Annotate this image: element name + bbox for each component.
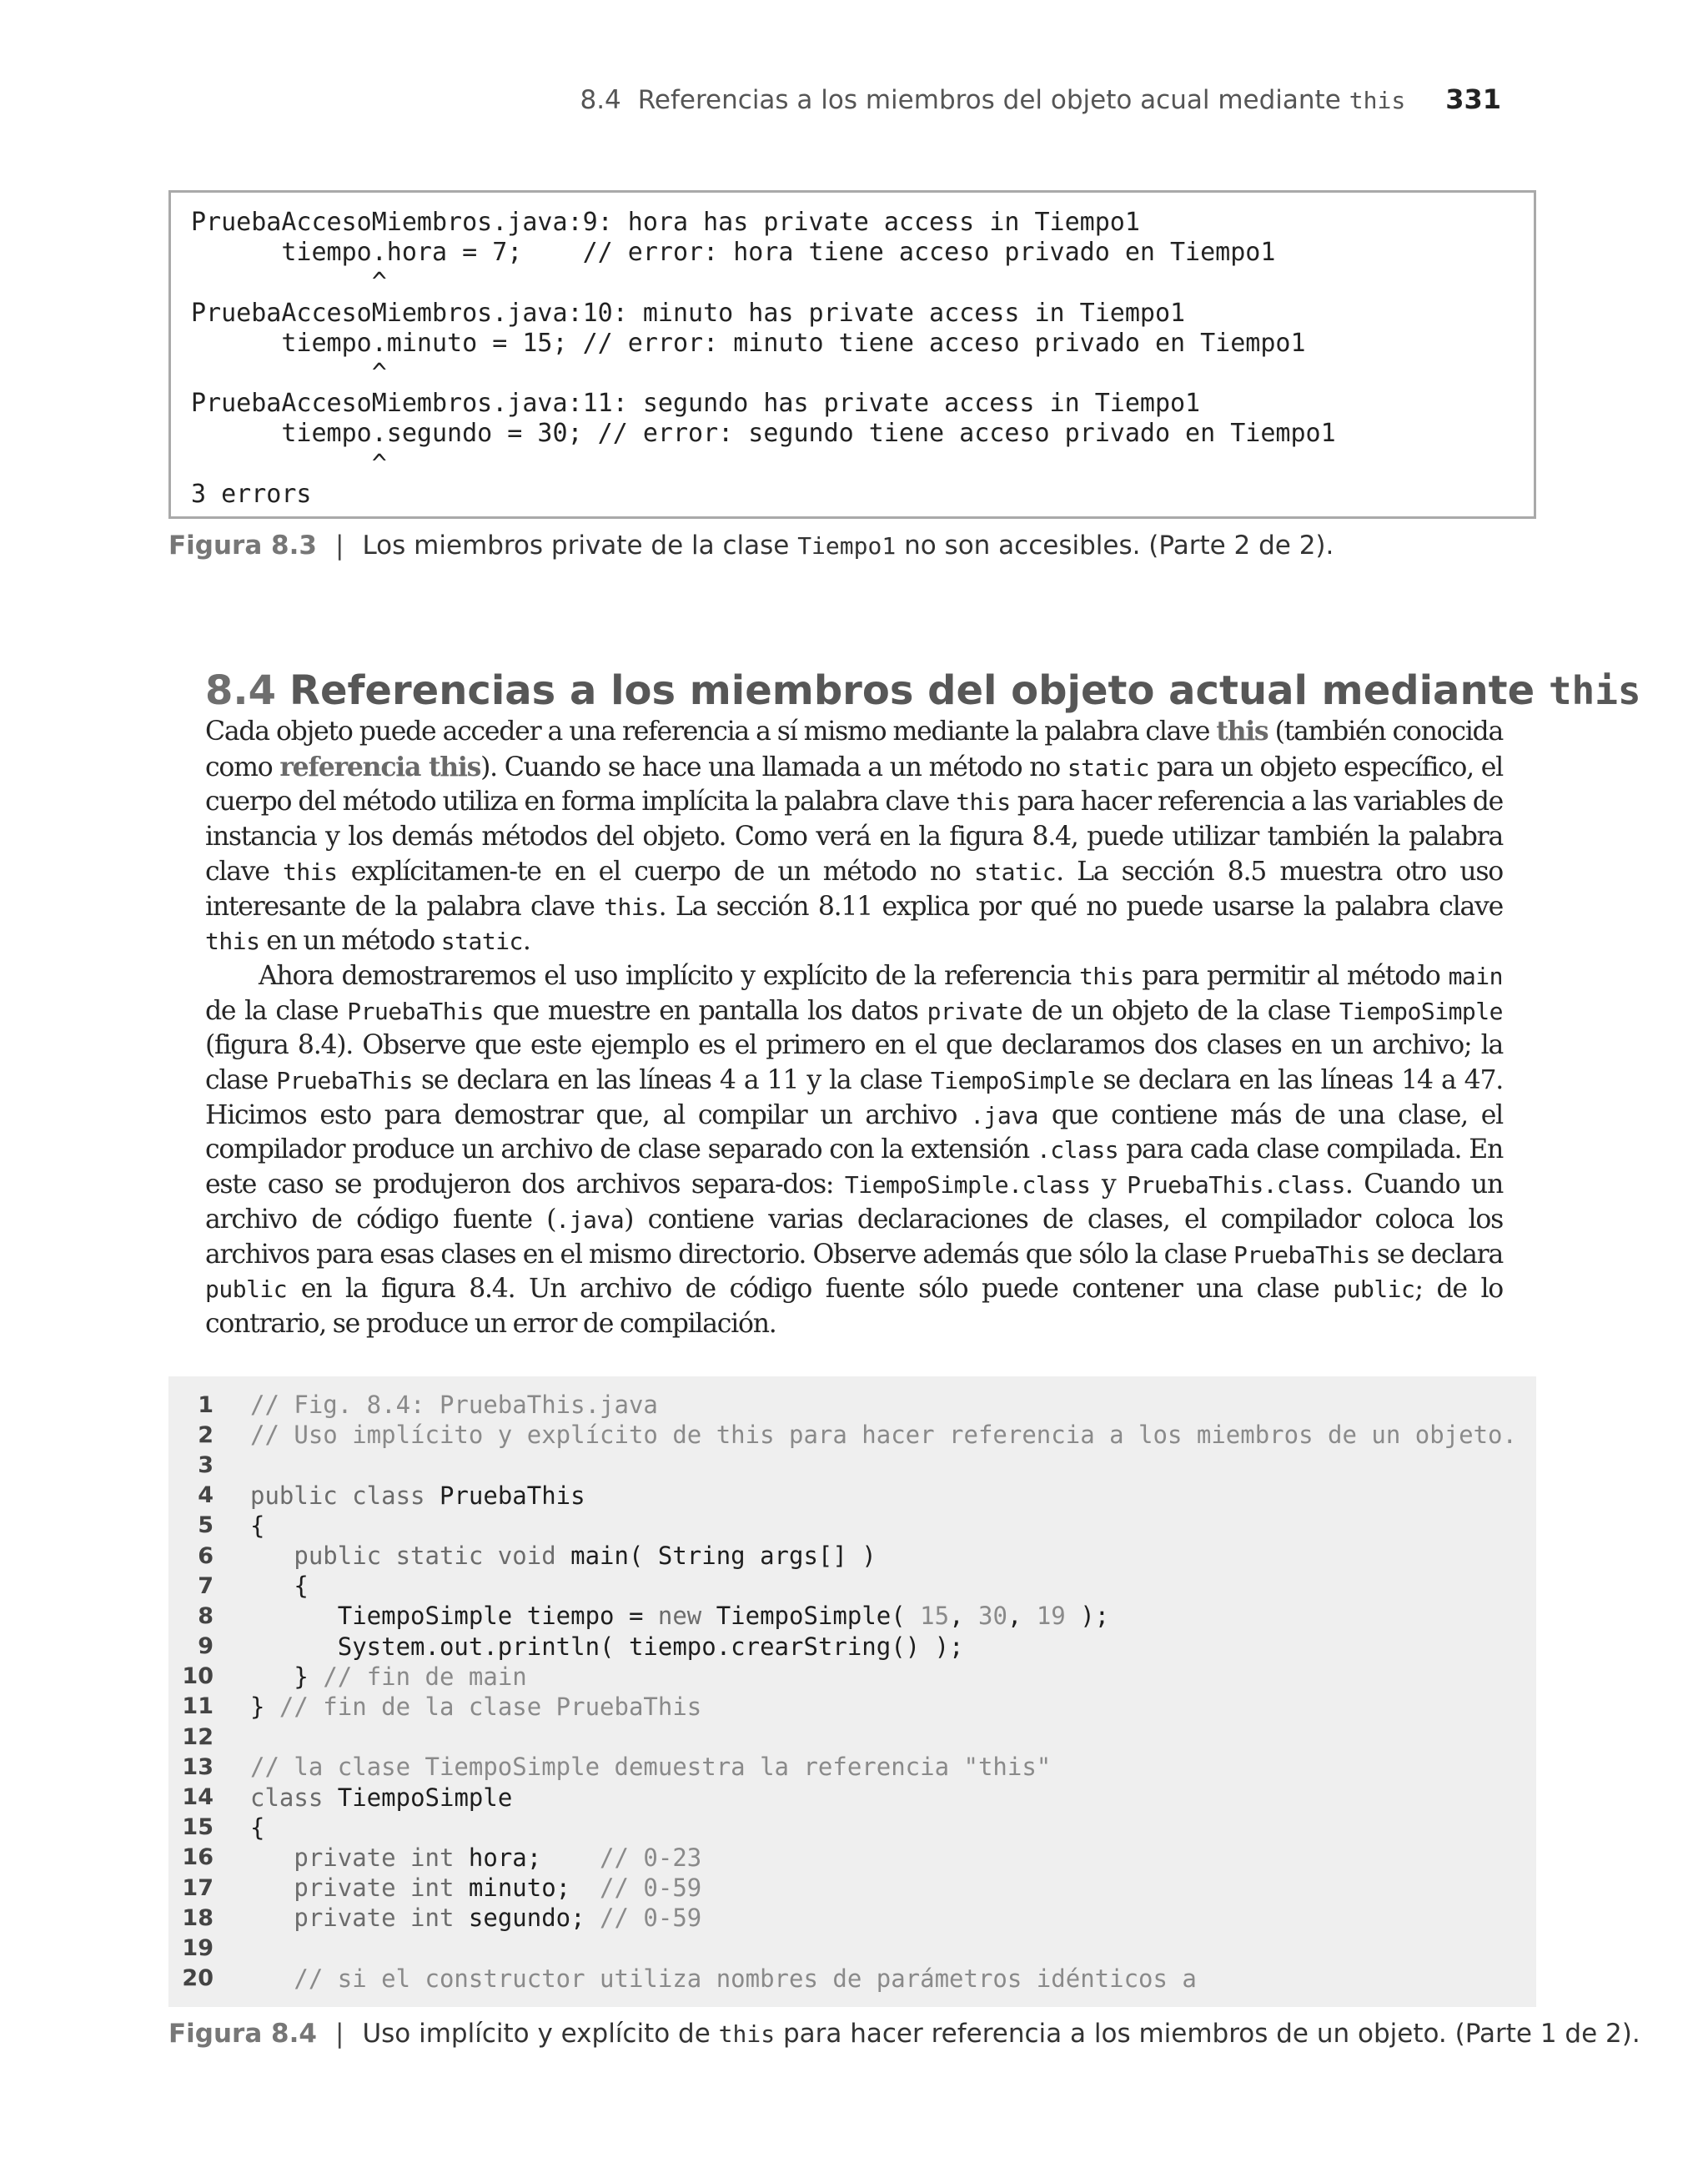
inline-code: static	[440, 928, 523, 956]
inline-code: PruebaThis	[276, 1067, 413, 1095]
text-run: ) contiene varias declaraciones de clases, el compilador coloca los archivos para esas clases en el mismo directorio. Observe además que sólo la clase	[205, 1204, 1503, 1270]
inline-code: static	[1067, 753, 1149, 782]
line-number: 17	[182, 1874, 214, 1901]
code-source	[250, 1813, 264, 1842]
code-source	[250, 1602, 1109, 1630]
inline-code: this	[205, 928, 260, 956]
caption-separator: |	[334, 2019, 344, 2049]
text-run: .	[522, 926, 530, 957]
line-number: 14	[182, 1784, 214, 1811]
code-token-kw: private int	[250, 1874, 469, 1903]
running-head-title: Referencias a los miembros del objeto acual mediante	[637, 85, 1341, 115]
code-token-plain: ,	[1007, 1602, 1037, 1631]
code-line	[168, 1420, 1536, 1450]
output-line: tiempo.hora = 7; // error: hora tiene acceso privado en Tiempo1	[191, 238, 1276, 268]
code-source	[250, 1753, 1051, 1781]
code-token-kw: private int	[250, 1904, 469, 1933]
code-token-plain: segundo;	[468, 1904, 600, 1933]
code-token-num: 19	[1036, 1602, 1066, 1631]
caption-code: Tiempo1	[797, 532, 897, 560]
code-source	[250, 1783, 512, 1812]
section-number: 8.4	[205, 667, 277, 714]
code-listing	[168, 1376, 1536, 2007]
code-line	[168, 1843, 1536, 1873]
code-token-num: 30	[978, 1602, 1007, 1631]
code-source	[250, 1481, 585, 1510]
text-run: ). Cuando se hace una llamada a un método no	[480, 752, 1068, 782]
code-line	[168, 1964, 1536, 1994]
line-number: 12	[182, 1723, 214, 1750]
key-term: referencia this	[279, 751, 481, 782]
caption-text: no son accesibles. (Parte 2 de 2).	[904, 531, 1334, 561]
line-number: 4	[198, 1482, 214, 1509]
output-line: tiempo.minuto = 15; // error: minuto tiene acceso privado en Tiempo1	[191, 328, 1306, 358]
inline-code: this	[604, 893, 659, 921]
line-number: 10	[182, 1663, 214, 1690]
section-body	[205, 714, 1503, 1342]
code-token-plain: System.out.println( tiempo.crearString() );	[250, 1632, 964, 1661]
code-source	[250, 1874, 701, 1902]
inline-code: PruebaThis	[1233, 1240, 1370, 1269]
code-line	[168, 1722, 1536, 1752]
inline-code: this	[956, 788, 1011, 817]
output-line: ^	[191, 268, 387, 298]
code-line	[168, 1662, 1536, 1692]
inline-code: this	[283, 858, 338, 886]
caption-separator: |	[334, 531, 344, 561]
code-source	[250, 1572, 309, 1600]
inline-code: TiempoSimple	[930, 1067, 1095, 1095]
caption-text: Uso implícito y explícito de	[362, 2019, 711, 2049]
line-number: 1	[198, 1391, 214, 1418]
line-number: 19	[182, 1934, 214, 1961]
output-line: ^	[191, 449, 387, 479]
line-number: 13	[182, 1753, 214, 1780]
section-title-code: this	[1548, 668, 1641, 713]
code-token-plain: {	[250, 1511, 265, 1540]
text-run: (figura 8.4). Observe que este ejemplo es el primero en el que declaramos dos clases en un archivo; la clase	[205, 1030, 1503, 1096]
text-run: explícitamen-te en el cuerpo de un método no	[337, 856, 974, 887]
running-head-code: this	[1349, 87, 1406, 114]
code-token-plain: }	[250, 1692, 279, 1721]
running-head	[580, 83, 1501, 117]
text-run: de un objeto de la clase	[1022, 995, 1339, 1026]
caption-code: this	[718, 2020, 776, 2048]
code-token-plain: PruebaThis	[439, 1481, 585, 1510]
line-number: 20	[182, 1965, 214, 1992]
code-source	[250, 1542, 877, 1570]
code-token-kw: private int	[250, 1843, 469, 1872]
code-token-plain: hora;	[468, 1843, 600, 1872]
figure-8-3-caption	[168, 531, 1334, 561]
code-line	[168, 1481, 1536, 1511]
code-source	[250, 1662, 527, 1691]
inline-code: main	[1448, 962, 1503, 990]
code-token-plain: );	[1065, 1602, 1110, 1631]
text-run: se declara	[1369, 1239, 1503, 1270]
code-source	[250, 1421, 1517, 1449]
code-source	[250, 1964, 1197, 1993]
code-source	[250, 1391, 658, 1419]
code-line	[168, 1601, 1536, 1631]
text-run: que contiene más de una clase, el compilador produce un archivo de clase separado con la extensión	[205, 1099, 1504, 1165]
code-token-kw: new	[657, 1602, 716, 1631]
compiler-output-text	[191, 208, 1534, 510]
section-heading	[205, 667, 1641, 714]
text-run: . La sección 8.11 explica por qué no puede usarse la palabra clave	[658, 891, 1503, 922]
code-token-comment: // Uso implícito y explícito de this para hacer referencia a los miembros de un objeto.	[250, 1421, 1517, 1450]
code-token-plain: TiempoSimple tiempo =	[250, 1602, 658, 1631]
code-source	[250, 1512, 264, 1540]
code-token-num: 15	[920, 1602, 950, 1631]
text-run: Ahora demostraremos el uso implícito y explícito de la referencia	[259, 960, 1079, 991]
code-token-plain: TiempoSimple	[337, 1783, 513, 1812]
inline-code: static	[973, 858, 1057, 886]
line-number: 8	[198, 1602, 214, 1629]
code-source	[250, 1904, 701, 1932]
code-token-plain: }	[250, 1662, 324, 1691]
line-number: 18	[182, 1904, 214, 1931]
text-run: de la clase	[205, 995, 348, 1026]
code-token-plain: {	[250, 1572, 309, 1601]
line-number: 16	[182, 1844, 214, 1871]
running-head-section: 8.4	[580, 85, 621, 115]
body-paragraph	[205, 714, 1503, 959]
line-number: 2	[198, 1421, 214, 1448]
code-line	[168, 1571, 1536, 1601]
text-run: para cada clase compilada. En este caso se produjeron dos archivos separa-dos:	[205, 1134, 1504, 1200]
code-line	[168, 1692, 1536, 1722]
page-number: 331	[1445, 83, 1501, 115]
code-token-kw: class	[250, 1783, 338, 1812]
text-run: Cada objeto puede acceder a una referencia a sí mismo mediante la palabra clave	[205, 717, 1217, 747]
inline-code: .java	[555, 1205, 625, 1234]
code-token-kw: public static void	[250, 1542, 571, 1571]
section-title: Referencias a los miembros del objeto actual mediante	[289, 667, 1535, 714]
inline-code: this	[1078, 962, 1134, 990]
text-run: se declara en las líneas 14 a 47. Hicimos esto para demostrar que, al compilar un archivo	[205, 1065, 1504, 1130]
caption-text: para hacer referencia a los miembros de un objeto. (Parte 1 de 2).	[782, 2019, 1640, 2049]
output-line: 3 errors	[191, 479, 312, 509]
inline-code: TiempoSimple.class	[844, 1171, 1091, 1200]
line-number: 3	[198, 1451, 214, 1478]
code-source	[250, 1693, 701, 1721]
line-number: 7	[198, 1572, 214, 1599]
key-term: this	[1216, 716, 1268, 747]
inline-code: PruebaThis.class	[1127, 1171, 1345, 1200]
code-token-plain: main( String args[] )	[570, 1542, 877, 1571]
inline-code: public	[1333, 1275, 1415, 1304]
text-run: en un método	[259, 926, 441, 957]
body-paragraph	[205, 959, 1503, 1342]
line-number: 5	[198, 1512, 214, 1539]
code-line	[168, 1752, 1536, 1782]
text-run: para hacer referencia a las variables de instancia y los demás métodos del objeto. Como verá en la figura 8.4, puede utilizar también la palabra clave	[205, 787, 1503, 887]
code-token-plain: ,	[949, 1602, 978, 1631]
figure-label: Figura 8.3	[168, 531, 317, 561]
code-source	[250, 1844, 701, 1872]
compiler-output-box	[168, 190, 1536, 519]
code-token-plain: minuto;	[468, 1874, 600, 1903]
code-token-kw: public class	[250, 1481, 440, 1510]
code-line	[168, 1511, 1536, 1541]
text-run: para un objeto específico, el cuerpo del método utiliza en forma implícita la palabra clave	[205, 752, 1503, 817]
line-number: 11	[182, 1693, 214, 1720]
inline-code: .java	[970, 1101, 1038, 1129]
code-token-comment: // 0-59	[600, 1874, 702, 1903]
code-line	[168, 1632, 1536, 1662]
inline-code: .class	[1036, 1136, 1119, 1164]
inline-code: TiempoSimple	[1339, 997, 1503, 1025]
code-token-comment: // la clase TiempoSimple demuestra la referencia "this"	[250, 1753, 1052, 1782]
text-run: en la figura 8.4. Un archivo de código fuente sólo puede contener una clase	[287, 1274, 1334, 1305]
code-token-comment: // Fig. 8.4: PruebaThis.java	[250, 1391, 658, 1420]
output-line: ^	[191, 358, 387, 388]
line-number: 15	[182, 1814, 214, 1841]
code-line	[168, 1450, 1536, 1480]
line-number: 9	[198, 1633, 214, 1660]
text-run: . Cuando un archivo de código fuente (	[205, 1169, 1503, 1235]
code-token-comment: // 0-59	[600, 1904, 702, 1933]
inline-code: public	[205, 1275, 288, 1304]
code-token-comment: // fin de main	[323, 1662, 527, 1691]
code-token-plain: TiempoSimple(	[716, 1602, 921, 1631]
line-number: 6	[198, 1542, 214, 1569]
figure-label: Figura 8.4	[168, 2019, 317, 2049]
code-line	[168, 1873, 1536, 1903]
output-line: PruebaAccesoMiembros.java:11: segundo has private access in Tiempo1	[191, 389, 1201, 419]
output-line: tiempo.segundo = 30; // error: segundo tiene acceso privado en Tiempo1	[191, 419, 1336, 449]
figure-8-4-caption	[168, 2019, 1640, 2049]
text-run: ; de lo contrario, se produce un error de compilación.	[205, 1274, 1503, 1339]
code-token-comment: // 0-23	[600, 1843, 702, 1872]
text-run: . La sección 8.5 muestra otro uso interesante de la palabra clave	[205, 856, 1503, 922]
output-line: PruebaAccesoMiembros.java:9: hora has private access in Tiempo1	[191, 208, 1140, 237]
text-run: (también conocida como	[205, 717, 1503, 782]
inline-code: private	[927, 997, 1023, 1025]
code-token-comment: // si el constructor utiliza nombres de parámetros idénticos a	[250, 1964, 1197, 1993]
text-run: y	[1090, 1169, 1128, 1200]
text-run: se declara en las líneas 4 a 11 y la clase	[412, 1065, 931, 1096]
caption-text: Los miembros private de la clase	[362, 531, 790, 561]
code-line	[168, 1541, 1536, 1571]
code-line	[168, 1933, 1536, 1963]
code-token-comment: // fin de la clase PruebaThis	[279, 1692, 702, 1721]
inline-code: PruebaThis	[347, 997, 484, 1025]
code-line	[168, 1390, 1536, 1420]
code-line	[168, 1813, 1536, 1843]
code-line	[168, 1903, 1536, 1933]
output-line: PruebaAccesoMiembros.java:10: minuto has private access in Tiempo1	[191, 298, 1186, 328]
code-source	[250, 1632, 964, 1661]
code-line	[168, 1782, 1536, 1812]
text-run: para permitir al método	[1133, 960, 1449, 991]
code-token-plain: {	[250, 1813, 265, 1842]
text-run: que muestre en pantalla los datos	[483, 995, 927, 1026]
